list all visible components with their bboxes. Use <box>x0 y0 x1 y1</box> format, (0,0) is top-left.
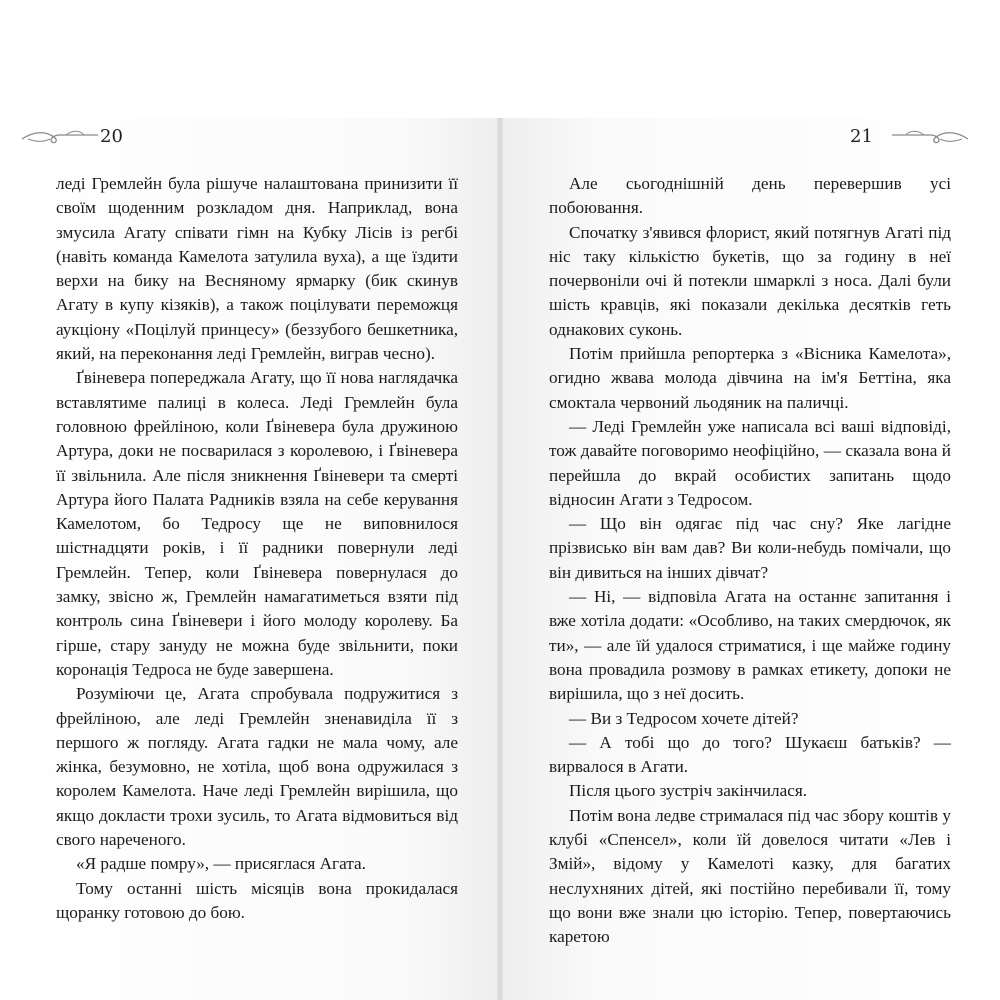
paragraph: Ґвіневера попереджала Агату, що її нова наглядачка вставлятиме палиці в колеса. Леді Гремлейн була головною фрейліною, коли Ґвіневера була дружиною Артура, доки не посварилася з королевою, і Ґвіневера її звільнила. Але після зникнення Ґвіневери та смерті Артура його Палата Радників взяла на себе керування Камелотом, бо Тедросу ще не виповнилося шістнадцяти років, і її радники повернули леді Гремлейн. Тепер, коли Ґвіневера повернулася до замку, звісно ж, Гремлейн намагатиметься взяти під контроль сина Ґвіневери і його молоду королеву. Ба гірше, стару зануду не можна буде звільнити, поки коронація Тедроса не буде завершена. <box>56 368 458 679</box>
flourish-ornament-icon <box>890 127 970 147</box>
right-page-text <box>549 172 951 950</box>
left-page-text <box>56 172 458 925</box>
paragraph: Після цього зустріч закінчилася. <box>569 781 808 801</box>
flourish-ornament-icon <box>20 127 100 147</box>
paragraph: — Що він одягає під час сну? Яке лагідне прізвисько він вам дав? Ви коли-небудь помічали, що він дивиться на інших дівчат? <box>549 514 951 582</box>
paragraph: Розуміючи це, Агата спробувала подружитися з фрейліною, але леді Гремлейн зненавиділа її з першого ж погляду. Агата гадки не мала чому, але жінка, безумовно, не хотіла, щоб вона одружилася з королем Камелота. Наче леді Гремлейн вирішила, що якщо докласти трохи зусиль, то Агата відмовиться від свого нареченого. <box>56 684 458 850</box>
paragraph: — А тобі що до того? Шукаєш батьків? — вирвалося в Агати. <box>549 732 951 777</box>
paragraph: Спочатку з'явився флорист, який потягнув Агаті під ніс таку кількістю букетів, що за годину в неї почервоніли очі й потекли шмарклі з носа. Далі були шість кравців, які показали декілька десятків геть однакових суконь. <box>549 222 951 339</box>
paragraph: — Ви з Тедросом хочете дітей? <box>569 708 799 728</box>
paragraph: — Ні, — відповіла Агата на останнє запитання і вже хотіла додати: «Особливо, на таких смердючок, як ти», — але їй удалося стриматися, і ще майже годину вона провадила розмову в рамках етикету, допоки не вирішила, що з неї досить. <box>549 587 951 704</box>
paragraph: — Леді Гремлейн уже написала всі ваші відповіді, тож давайте поговоримо неофіційно, — сказала вона й перейшла до вкрай особистих запитань щодо відносин Агати з Тедросом. <box>549 416 951 509</box>
page-number: 21 <box>850 126 873 147</box>
paragraph: Але сьогоднішній день перевершив усі побоювання. <box>549 174 951 218</box>
paragraph: Потім вона ледве стрималася під час збору коштів у клубі «Спенсел», коли їй довелося читати «Лев і Змій», відому у Камелоті казку, для багатих неслухняних дітей, які постійно перебивали її, тому що вони вже знали цю історію. Тепер, повертаючись каретою <box>549 805 951 947</box>
left-page-header <box>20 124 480 150</box>
paragraph: Тому останні шість місяців вона прокидалася щоранку готовою до бою. <box>56 878 458 922</box>
paragraph: Потім прийшла репортерка з «Вісника Камелота», огидно жвава молода дівчина на ім'я Беттіна, яка смоктала червоний льодяник на паличці. <box>549 344 951 412</box>
paragraph: «Я радше помру», — присяглася Агата. <box>76 854 366 874</box>
paragraph: леді Гремлейн була рішуче налаштована принизити її своїм щоденним розкладом дня. Наприклад, вона змусила Агату співати гімн на Кубку Лісів із регбі (навіть команда Камелота затулила вуха), а ще їздити верхи на бику на Весняному ярмарку (бик скинув Агату в купу кізяків), а також поцілувати переможця аукціону «Поцілуй принцесу» (беззубого бешкетника, який, на переконання леді Гремлейн, виграв чесно). <box>56 174 458 364</box>
book-gutter <box>497 118 503 1000</box>
page-number: 20 <box>100 126 123 147</box>
right-page-header <box>520 124 980 150</box>
